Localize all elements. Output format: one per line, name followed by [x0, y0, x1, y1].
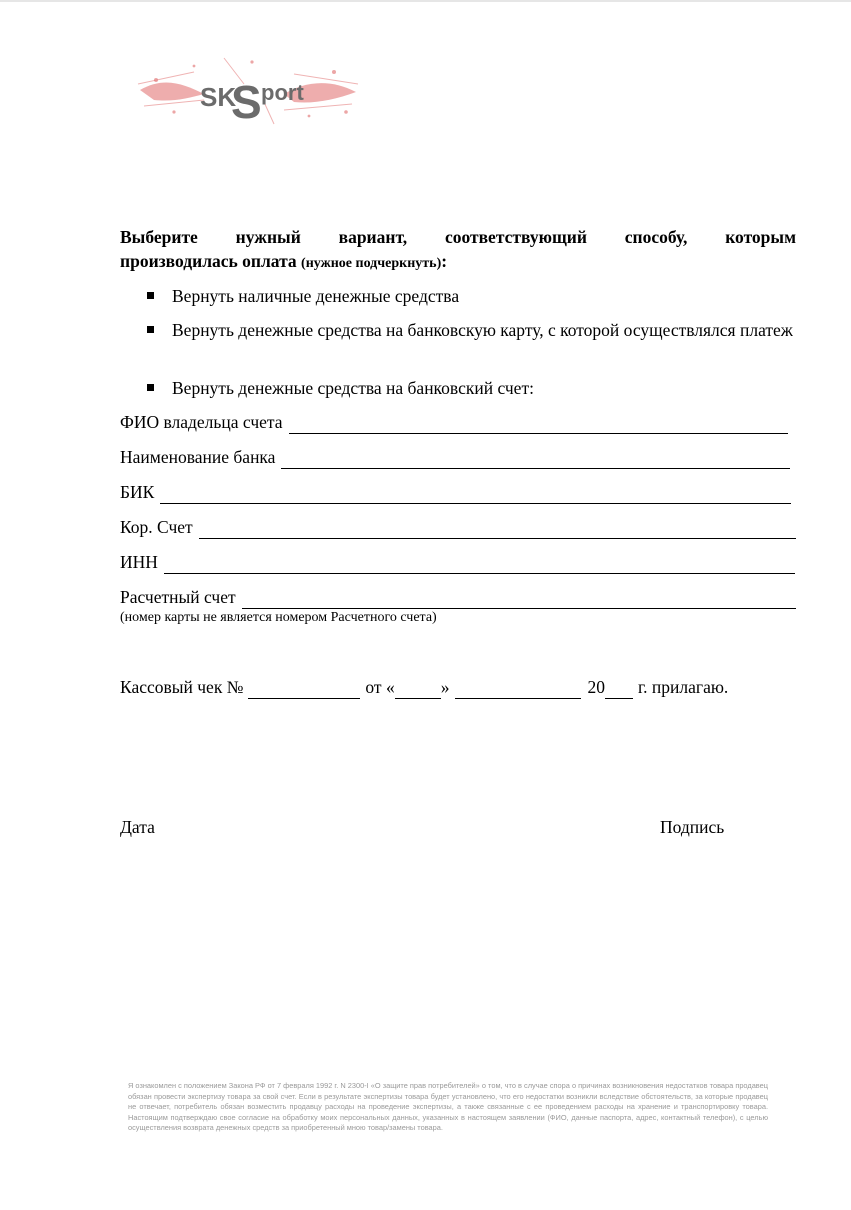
- inn-field[interactable]: [120, 550, 795, 574]
- legal-disclaimer: Я ознакомлен с положением Закона РФ от 7 февраля 1992 г. N 2300-I «О защите прав потребителей» о том, что в случае спора о причинах возникновения недостатков товара продавец обязан провести экспертизу товара за свой счет. Если в результате экспертизы товара будет установлено, что его недостатки возникли вследствие обстоятельств, за которые продавец не отвечает, потребитель обязан возместить продавцу расходы на проведение экспертизы, а также связанные с ее проведением расходы на хранение и транспортировку товара. Настоящим подтверждаю свое согласие на обработку моих персональных данных, указанных в настоящем заявлении (ФИО, данные паспорта, адрес, контактный телефон), с целью осуществления возврата денежных средств за приобретенный мною товар/замены товара.: [128, 1081, 768, 1132]
- bik-line[interactable]: [160, 485, 791, 504]
- receipt-number-blank[interactable]: [248, 680, 360, 699]
- bullet-square-icon: [147, 292, 154, 299]
- option-cash-label: Вернуть наличные денежные средства: [172, 286, 460, 306]
- owner-name-line[interactable]: [289, 415, 788, 434]
- bullet-square-icon: [147, 384, 154, 391]
- heading-line-2: производилась оплата: [120, 251, 297, 271]
- corr-account-line[interactable]: [199, 520, 796, 539]
- signature-label: Подпись: [660, 817, 725, 837]
- bullet-square-icon: [147, 326, 154, 333]
- date-label: Дата: [120, 817, 155, 837]
- option-cash: [120, 284, 796, 308]
- logo-text-left: SK: [200, 82, 237, 112]
- payment-method-heading: [120, 225, 796, 276]
- option-bank-account-label: Вернуть денежные средства на банковский счет:: [172, 378, 534, 398]
- inn-label: ИНН: [120, 552, 158, 572]
- bank-name-field[interactable]: [120, 445, 790, 469]
- heading-note: (нужное подчеркнуть): [301, 256, 442, 271]
- heading-line-1: Выберите нужный вариант, соответствующий способу, которым: [120, 227, 796, 247]
- settlement-account-field[interactable]: [120, 585, 796, 609]
- receipt-year-prefix: 20: [587, 677, 605, 697]
- owner-name-label: ФИО владельца счета: [120, 412, 283, 432]
- bik-label: БИК: [120, 482, 155, 502]
- sksport-logo: [134, 54, 362, 128]
- receipt-line: [120, 675, 728, 699]
- corr-account-label: Кор. Счет: [120, 517, 193, 537]
- bank-name-line[interactable]: [281, 450, 790, 469]
- receipt-from-label: от «: [365, 677, 395, 697]
- receipt-day-blank[interactable]: [395, 680, 441, 699]
- inn-line[interactable]: [164, 555, 795, 574]
- option-bank-account: [120, 376, 796, 400]
- heading-colon: :: [441, 251, 448, 271]
- logo-graphic: [134, 54, 362, 128]
- logo-text-right: port: [261, 80, 304, 105]
- card-number-note: (номер карты не является номером Расчетного счета): [120, 610, 437, 625]
- page-top-edge: [0, 0, 851, 2]
- owner-name-field[interactable]: [120, 410, 788, 434]
- bik-field[interactable]: [120, 480, 791, 504]
- receipt-year-blank[interactable]: [605, 680, 633, 699]
- bank-name-label: Наименование банка: [120, 447, 276, 467]
- option-card: [120, 318, 796, 342]
- settlement-account-label: Расчетный счет: [120, 587, 236, 607]
- receipt-month-blank[interactable]: [455, 680, 581, 699]
- corr-account-field[interactable]: [120, 515, 796, 539]
- settlement-account-line[interactable]: [242, 590, 796, 609]
- receipt-prefix: Кассовый чек №: [120, 677, 244, 697]
- option-card-label: Вернуть денежные средства на банковскую карту, с которой осуществлялся платеж: [172, 320, 793, 340]
- receipt-quote-close: »: [440, 677, 450, 697]
- receipt-suffix: г. прилагаю.: [637, 677, 729, 697]
- logo-text-mid: S: [231, 76, 262, 128]
